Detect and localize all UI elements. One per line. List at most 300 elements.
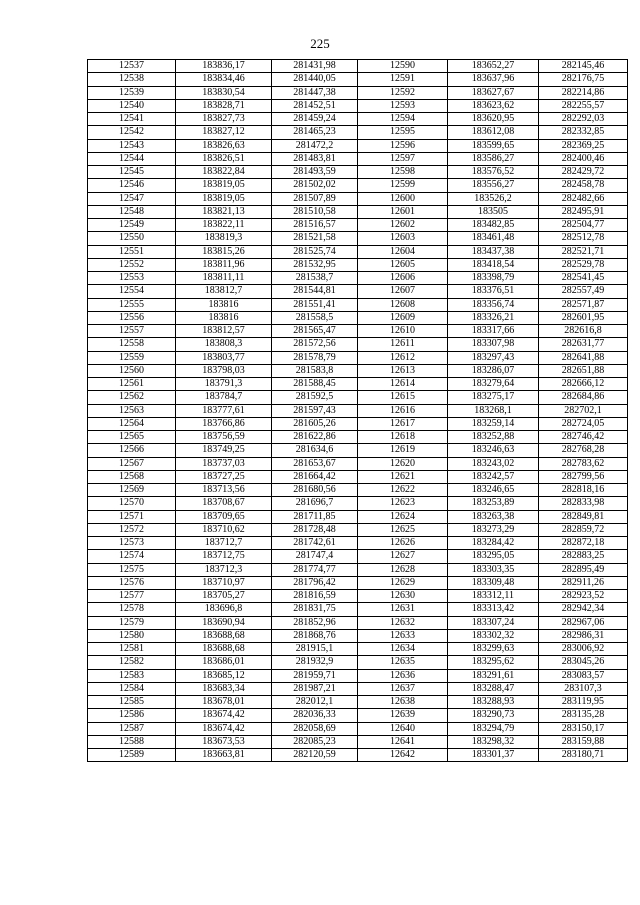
x-coordinate-cell: 183284,42 [448, 537, 539, 550]
table-row [88, 179, 628, 192]
point-number-cell: 12619 [358, 444, 448, 457]
point-number-cell: 12562 [88, 391, 176, 404]
y-coordinate-cell: 281465,23 [272, 126, 358, 139]
y-coordinate-cell: 281565,47 [272, 325, 358, 338]
table-row [88, 311, 628, 324]
point-number-cell: 12597 [358, 152, 448, 165]
point-number-cell: 12555 [88, 298, 176, 311]
x-coordinate-cell: 183777,61 [176, 404, 272, 417]
point-number-cell: 12589 [88, 749, 176, 762]
y-coordinate-cell: 283119,95 [539, 696, 628, 709]
point-number-cell: 12541 [88, 113, 176, 126]
table-row [88, 497, 628, 510]
x-coordinate-cell: 183290,73 [448, 709, 539, 722]
x-coordinate-cell: 183623,62 [448, 99, 539, 112]
point-number-cell: 12572 [88, 523, 176, 536]
table-row [88, 749, 628, 762]
point-number-cell: 12580 [88, 629, 176, 642]
y-coordinate-cell: 282429,72 [539, 166, 628, 179]
point-number-cell: 12571 [88, 510, 176, 523]
y-coordinate-cell: 281551,41 [272, 298, 358, 311]
table-row [88, 404, 628, 417]
y-coordinate-cell: 281742,61 [272, 537, 358, 550]
y-coordinate-cell: 281516,57 [272, 219, 358, 232]
x-coordinate-cell: 183309,48 [448, 576, 539, 589]
point-number-cell: 12607 [358, 285, 448, 298]
x-coordinate-cell: 183307,98 [448, 338, 539, 351]
x-coordinate-cell: 183827,12 [176, 126, 272, 139]
table-row [88, 735, 628, 748]
y-coordinate-cell: 282911,26 [539, 576, 628, 589]
table-row [88, 378, 628, 391]
table-row [88, 298, 628, 311]
point-number-cell: 12611 [358, 338, 448, 351]
x-coordinate-cell: 183708,67 [176, 497, 272, 510]
x-coordinate-cell: 183652,27 [448, 60, 539, 73]
point-number-cell: 12591 [358, 73, 448, 86]
table-row [88, 696, 628, 709]
x-coordinate-cell: 183830,54 [176, 86, 272, 99]
x-coordinate-cell: 183674,42 [176, 709, 272, 722]
point-number-cell: 12558 [88, 338, 176, 351]
table-row [88, 510, 628, 523]
x-coordinate-cell: 183576,52 [448, 166, 539, 179]
point-number-cell: 12630 [358, 590, 448, 603]
y-coordinate-cell: 283083,57 [539, 669, 628, 682]
point-number-cell: 12567 [88, 457, 176, 470]
y-coordinate-cell: 282255,57 [539, 99, 628, 112]
table-row [88, 351, 628, 364]
y-coordinate-cell: 281544,81 [272, 285, 358, 298]
x-coordinate-cell: 183822,11 [176, 219, 272, 232]
table-row [88, 537, 628, 550]
y-coordinate-cell: 281728,48 [272, 523, 358, 536]
table-row [88, 126, 628, 139]
point-number-cell: 12639 [358, 709, 448, 722]
y-coordinate-cell: 282631,77 [539, 338, 628, 351]
point-number-cell: 12616 [358, 404, 448, 417]
y-coordinate-cell: 282495,91 [539, 205, 628, 218]
y-coordinate-cell: 281558,5 [272, 311, 358, 324]
y-coordinate-cell: 281796,42 [272, 576, 358, 589]
table-row [88, 590, 628, 603]
x-coordinate-cell: 183273,29 [448, 523, 539, 536]
y-coordinate-cell: 281597,43 [272, 404, 358, 417]
x-coordinate-cell: 183816 [176, 311, 272, 324]
point-number-cell: 12554 [88, 285, 176, 298]
point-number-cell: 12605 [358, 258, 448, 271]
table-row [88, 523, 628, 536]
x-coordinate-cell: 183313,42 [448, 603, 539, 616]
table-row [88, 656, 628, 669]
point-number-cell: 12613 [358, 364, 448, 377]
point-number-cell: 12638 [358, 696, 448, 709]
table-row [88, 682, 628, 695]
y-coordinate-cell: 281774,77 [272, 563, 358, 576]
point-number-cell: 12540 [88, 99, 176, 112]
x-coordinate-cell: 183812,7 [176, 285, 272, 298]
x-coordinate-cell: 183286,07 [448, 364, 539, 377]
point-number-cell: 12590 [358, 60, 448, 73]
point-number-cell: 12560 [88, 364, 176, 377]
table-row [88, 709, 628, 722]
table-row [88, 86, 628, 99]
y-coordinate-cell: 282458,78 [539, 179, 628, 192]
x-coordinate-cell: 183620,95 [448, 113, 539, 126]
point-number-cell: 12599 [358, 179, 448, 192]
point-number-cell: 12568 [88, 470, 176, 483]
point-number-cell: 12566 [88, 444, 176, 457]
point-number-cell: 12538 [88, 73, 176, 86]
x-coordinate-cell: 183317,66 [448, 325, 539, 338]
x-coordinate-cell: 183705,27 [176, 590, 272, 603]
y-coordinate-cell: 281868,76 [272, 629, 358, 642]
point-number-cell: 12637 [358, 682, 448, 695]
point-number-cell: 12627 [358, 550, 448, 563]
point-number-cell: 12602 [358, 219, 448, 232]
x-coordinate-cell: 183821,13 [176, 205, 272, 218]
table-row [88, 166, 628, 179]
point-number-cell: 12621 [358, 470, 448, 483]
point-number-cell: 12615 [358, 391, 448, 404]
table-row [88, 722, 628, 735]
y-coordinate-cell: 282641,88 [539, 351, 628, 364]
point-number-cell: 12629 [358, 576, 448, 589]
table-row [88, 192, 628, 205]
point-number-cell: 12624 [358, 510, 448, 523]
x-coordinate-cell: 183836,17 [176, 60, 272, 73]
y-coordinate-cell: 282833,98 [539, 497, 628, 510]
y-coordinate-cell: 282120,59 [272, 749, 358, 762]
x-coordinate-cell: 183673,53 [176, 735, 272, 748]
page-number: 225 [310, 36, 330, 51]
point-number-cell: 12642 [358, 749, 448, 762]
x-coordinate-cell: 183712,75 [176, 550, 272, 563]
x-coordinate-cell: 183259,14 [448, 417, 539, 430]
x-coordinate-cell: 183826,63 [176, 139, 272, 152]
y-coordinate-cell: 282400,46 [539, 152, 628, 165]
point-number-cell: 12550 [88, 232, 176, 245]
point-number-cell: 12539 [88, 86, 176, 99]
point-number-cell: 12548 [88, 205, 176, 218]
y-coordinate-cell: 282783,62 [539, 457, 628, 470]
table-row [88, 431, 628, 444]
x-coordinate-cell: 183827,73 [176, 113, 272, 126]
x-coordinate-cell: 183279,64 [448, 378, 539, 391]
point-number-cell: 12598 [358, 166, 448, 179]
y-coordinate-cell: 282818,16 [539, 484, 628, 497]
x-coordinate-cell: 183686,01 [176, 656, 272, 669]
x-coordinate-cell: 183376,51 [448, 285, 539, 298]
x-coordinate-cell: 183312,11 [448, 590, 539, 603]
table-row [88, 669, 628, 682]
y-coordinate-cell: 281483,81 [272, 152, 358, 165]
y-coordinate-cell: 281605,26 [272, 417, 358, 430]
y-coordinate-cell: 283107,3 [539, 682, 628, 695]
x-coordinate-cell: 183710,97 [176, 576, 272, 589]
x-coordinate-cell: 183808,3 [176, 338, 272, 351]
y-coordinate-cell: 282684,86 [539, 391, 628, 404]
point-number-cell: 12547 [88, 192, 176, 205]
y-coordinate-cell: 282967,06 [539, 616, 628, 629]
x-coordinate-cell: 183326,21 [448, 311, 539, 324]
table-row [88, 99, 628, 112]
point-number-cell: 12640 [358, 722, 448, 735]
point-number-cell: 12556 [88, 311, 176, 324]
y-coordinate-cell: 281440,05 [272, 73, 358, 86]
x-coordinate-cell: 183674,42 [176, 722, 272, 735]
y-coordinate-cell: 281447,38 [272, 86, 358, 99]
y-coordinate-cell: 282512,78 [539, 232, 628, 245]
y-coordinate-cell: 282332,85 [539, 126, 628, 139]
point-number-cell: 12576 [88, 576, 176, 589]
point-number-cell: 12636 [358, 669, 448, 682]
point-number-cell: 12622 [358, 484, 448, 497]
point-number-cell: 12569 [88, 484, 176, 497]
y-coordinate-cell: 281852,96 [272, 616, 358, 629]
x-coordinate-cell: 183712,3 [176, 563, 272, 576]
point-number-cell: 12581 [88, 643, 176, 656]
y-coordinate-cell: 281915,1 [272, 643, 358, 656]
y-coordinate-cell: 281588,45 [272, 378, 358, 391]
x-coordinate-cell: 183727,25 [176, 470, 272, 483]
x-coordinate-cell: 183690,94 [176, 616, 272, 629]
x-coordinate-cell: 183356,74 [448, 298, 539, 311]
point-number-cell: 12573 [88, 537, 176, 550]
point-number-cell: 12604 [358, 245, 448, 258]
x-coordinate-cell: 183599,65 [448, 139, 539, 152]
y-coordinate-cell: 281622,86 [272, 431, 358, 444]
x-coordinate-cell: 183749,25 [176, 444, 272, 457]
x-coordinate-cell: 183637,96 [448, 73, 539, 86]
table-row [88, 258, 628, 271]
y-coordinate-cell: 281578,79 [272, 351, 358, 364]
y-coordinate-cell: 283159,88 [539, 735, 628, 748]
x-coordinate-cell: 183784,7 [176, 391, 272, 404]
y-coordinate-cell: 282214,86 [539, 86, 628, 99]
y-coordinate-cell: 282895,49 [539, 563, 628, 576]
x-coordinate-cell: 183291,61 [448, 669, 539, 682]
x-coordinate-cell: 183819,05 [176, 192, 272, 205]
x-coordinate-cell: 183295,62 [448, 656, 539, 669]
y-coordinate-cell: 282145,46 [539, 60, 628, 73]
y-coordinate-cell: 281583,8 [272, 364, 358, 377]
point-number-cell: 12594 [358, 113, 448, 126]
y-coordinate-cell: 282942,34 [539, 603, 628, 616]
y-coordinate-cell: 281816,59 [272, 590, 358, 603]
y-coordinate-cell: 282176,75 [539, 73, 628, 86]
point-number-cell: 12635 [358, 656, 448, 669]
y-coordinate-cell: 282768,28 [539, 444, 628, 457]
table-row [88, 417, 628, 430]
y-coordinate-cell: 281532,95 [272, 258, 358, 271]
table-row [88, 391, 628, 404]
table-row [88, 113, 628, 126]
table-row [88, 457, 628, 470]
point-number-cell: 12579 [88, 616, 176, 629]
x-coordinate-cell: 183246,63 [448, 444, 539, 457]
y-coordinate-cell: 282986,31 [539, 629, 628, 642]
point-number-cell: 12592 [358, 86, 448, 99]
y-coordinate-cell: 281711,85 [272, 510, 358, 523]
x-coordinate-cell: 183816 [176, 298, 272, 311]
x-coordinate-cell: 183766,86 [176, 417, 272, 430]
x-coordinate-cell: 183556,27 [448, 179, 539, 192]
x-coordinate-cell: 183301,37 [448, 749, 539, 762]
x-coordinate-cell: 183826,51 [176, 152, 272, 165]
point-number-cell: 12544 [88, 152, 176, 165]
x-coordinate-cell: 183295,05 [448, 550, 539, 563]
point-number-cell: 12545 [88, 166, 176, 179]
point-number-cell: 12608 [358, 298, 448, 311]
x-coordinate-cell: 183586,27 [448, 152, 539, 165]
point-number-cell: 12641 [358, 735, 448, 748]
point-number-cell: 12583 [88, 669, 176, 682]
x-coordinate-cell: 183737,03 [176, 457, 272, 470]
point-number-cell: 12557 [88, 325, 176, 338]
table-row [88, 152, 628, 165]
point-number-cell: 12542 [88, 126, 176, 139]
y-coordinate-cell: 283180,71 [539, 749, 628, 762]
x-coordinate-cell: 183678,01 [176, 696, 272, 709]
y-coordinate-cell: 282651,88 [539, 364, 628, 377]
table-row [88, 603, 628, 616]
x-coordinate-cell: 183627,67 [448, 86, 539, 99]
y-coordinate-cell: 282849,81 [539, 510, 628, 523]
point-number-cell: 12564 [88, 417, 176, 430]
y-coordinate-cell: 281680,56 [272, 484, 358, 497]
x-coordinate-cell: 183461,48 [448, 232, 539, 245]
point-number-cell: 12625 [358, 523, 448, 536]
point-number-cell: 12600 [358, 192, 448, 205]
point-number-cell: 12577 [88, 590, 176, 603]
y-coordinate-cell: 281521,58 [272, 232, 358, 245]
y-coordinate-cell: 282601,95 [539, 311, 628, 324]
y-coordinate-cell: 281932,9 [272, 656, 358, 669]
y-coordinate-cell: 281502,02 [272, 179, 358, 192]
x-coordinate-cell: 183811,96 [176, 258, 272, 271]
y-coordinate-cell: 282521,71 [539, 245, 628, 258]
table-row [88, 219, 628, 232]
point-number-cell: 12587 [88, 722, 176, 735]
x-coordinate-cell: 183712,7 [176, 537, 272, 550]
point-number-cell: 12614 [358, 378, 448, 391]
y-coordinate-cell: 281987,21 [272, 682, 358, 695]
x-coordinate-cell: 183713,56 [176, 484, 272, 497]
y-coordinate-cell: 281592,5 [272, 391, 358, 404]
point-number-cell: 12631 [358, 603, 448, 616]
y-coordinate-cell: 281525,74 [272, 245, 358, 258]
point-number-cell: 12593 [358, 99, 448, 112]
y-coordinate-cell: 282292,03 [539, 113, 628, 126]
y-coordinate-cell: 283135,28 [539, 709, 628, 722]
y-coordinate-cell: 282482,66 [539, 192, 628, 205]
y-coordinate-cell: 282923,52 [539, 590, 628, 603]
x-coordinate-cell: 183303,35 [448, 563, 539, 576]
y-coordinate-cell: 282058,69 [272, 722, 358, 735]
point-number-cell: 12546 [88, 179, 176, 192]
point-number-cell: 12626 [358, 537, 448, 550]
table-row [88, 616, 628, 629]
point-number-cell: 12610 [358, 325, 448, 338]
x-coordinate-cell: 183418,54 [448, 258, 539, 271]
point-number-cell: 12553 [88, 272, 176, 285]
table-row [88, 364, 628, 377]
x-coordinate-cell: 183299,63 [448, 643, 539, 656]
table-row [88, 285, 628, 298]
y-coordinate-cell: 281664,42 [272, 470, 358, 483]
x-coordinate-cell: 183811,11 [176, 272, 272, 285]
point-number-cell: 12549 [88, 219, 176, 232]
point-number-cell: 12565 [88, 431, 176, 444]
point-number-cell: 12612 [358, 351, 448, 364]
x-coordinate-cell: 183828,71 [176, 99, 272, 112]
x-coordinate-cell: 183526,2 [448, 192, 539, 205]
point-number-cell: 12634 [358, 643, 448, 656]
x-coordinate-cell: 183798,03 [176, 364, 272, 377]
y-coordinate-cell: 281653,67 [272, 457, 358, 470]
x-coordinate-cell: 183302,32 [448, 629, 539, 642]
y-coordinate-cell: 281538,7 [272, 272, 358, 285]
y-coordinate-cell: 282616,8 [539, 325, 628, 338]
x-coordinate-cell: 183263,38 [448, 510, 539, 523]
point-number-cell: 12563 [88, 404, 176, 417]
table-row [88, 139, 628, 152]
point-number-cell: 12586 [88, 709, 176, 722]
point-number-cell: 12588 [88, 735, 176, 748]
x-coordinate-cell: 183298,32 [448, 735, 539, 748]
y-coordinate-cell: 282036,33 [272, 709, 358, 722]
x-coordinate-cell: 183246,65 [448, 484, 539, 497]
x-coordinate-cell: 183505 [448, 205, 539, 218]
y-coordinate-cell: 282746,42 [539, 431, 628, 444]
x-coordinate-cell: 183688,68 [176, 643, 272, 656]
x-coordinate-cell: 183685,12 [176, 669, 272, 682]
x-coordinate-cell: 183482,85 [448, 219, 539, 232]
point-number-cell: 12628 [358, 563, 448, 576]
point-number-cell: 12633 [358, 629, 448, 642]
y-coordinate-cell: 282571,87 [539, 298, 628, 311]
table-row [88, 470, 628, 483]
x-coordinate-cell: 183803,77 [176, 351, 272, 364]
coordinates-table [87, 59, 628, 762]
x-coordinate-cell: 183268,1 [448, 404, 539, 417]
x-coordinate-cell: 183275,17 [448, 391, 539, 404]
y-coordinate-cell: 282883,25 [539, 550, 628, 563]
x-coordinate-cell: 183307,24 [448, 616, 539, 629]
y-coordinate-cell: 282872,18 [539, 537, 628, 550]
y-coordinate-cell: 281452,51 [272, 99, 358, 112]
y-coordinate-cell: 283006,92 [539, 643, 628, 656]
y-coordinate-cell: 281493,59 [272, 166, 358, 179]
x-coordinate-cell: 183688,68 [176, 629, 272, 642]
point-number-cell: 12551 [88, 245, 176, 258]
y-coordinate-cell: 281510,58 [272, 205, 358, 218]
x-coordinate-cell: 183822,84 [176, 166, 272, 179]
point-number-cell: 12537 [88, 60, 176, 73]
x-coordinate-cell: 183683,34 [176, 682, 272, 695]
point-number-cell: 12584 [88, 682, 176, 695]
table-row [88, 576, 628, 589]
point-number-cell: 12609 [358, 311, 448, 324]
x-coordinate-cell: 183288,93 [448, 696, 539, 709]
point-number-cell: 12617 [358, 417, 448, 430]
y-coordinate-cell: 282541,45 [539, 272, 628, 285]
x-coordinate-cell: 183709,65 [176, 510, 272, 523]
point-number-cell: 12606 [358, 272, 448, 285]
table-row [88, 629, 628, 642]
y-coordinate-cell: 282012,1 [272, 696, 358, 709]
